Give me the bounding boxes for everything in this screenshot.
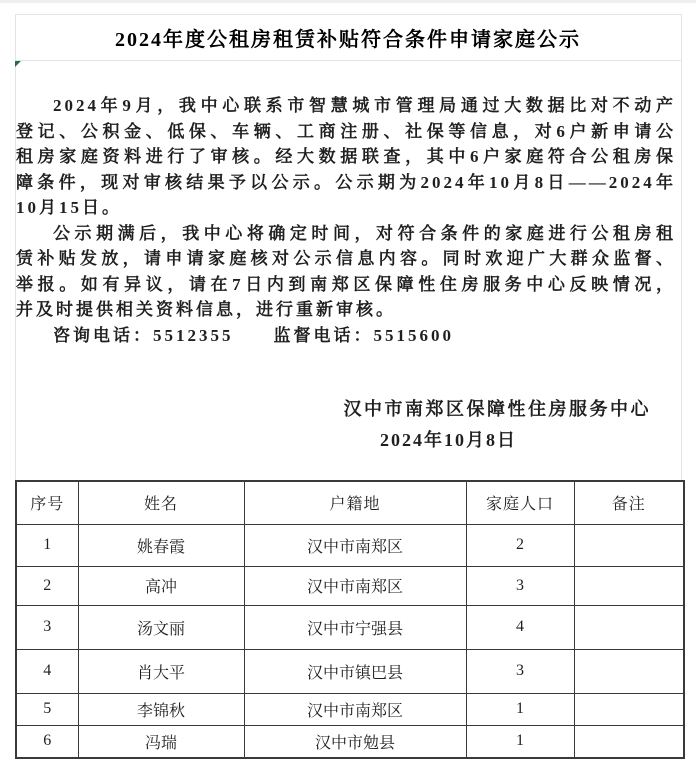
cell-registry: 汉中市南郑区 [244, 566, 466, 605]
cell-population: 3 [466, 649, 574, 693]
body-line: 举报。如有异议，请在7日内到南郑区保障性住房服务中心反映情况， [16, 274, 676, 294]
cell-registry: 汉中市南郑区 [244, 524, 466, 566]
body-line: 公示期满后，我中心将确定时间，对符合条件的家庭进行公租房租 [53, 223, 676, 243]
phone-line: 咨询电话：5512355 监督电话：5515600 [53, 325, 454, 345]
table-row [16, 725, 684, 758]
body-line: 租房家庭资料进行了审核。经大数据联查，其中6户家庭符合公租房保 [16, 147, 676, 166]
cell-name: 姚春霞 [78, 524, 244, 566]
cell-name: 李锦秋 [78, 693, 244, 725]
body-line: 登记、公积金、低保、车辆、工商注册、社保等信息，对6户新申请公 [16, 121, 676, 141]
cell-remark [574, 605, 684, 649]
cell-seq: 1 [16, 524, 78, 566]
table-header-row [16, 481, 684, 524]
cell-registry: 汉中市宁强县 [244, 605, 466, 649]
signature-org: 汉中市南郑区保障性住房服务中心 [343, 399, 651, 419]
cell-population: 1 [466, 693, 574, 725]
col-header-remark: 备注 [574, 481, 684, 524]
cell-remark [574, 649, 684, 693]
table-row [16, 649, 684, 693]
cell-name: 肖大平 [78, 649, 244, 693]
cell-name: 汤文丽 [78, 605, 244, 649]
cell-name: 冯瑞 [78, 725, 244, 758]
cell-seq: 4 [16, 649, 78, 693]
cell-remark [574, 566, 684, 605]
cell-population: 3 [466, 566, 574, 605]
col-header-registry: 户籍地 [244, 481, 466, 524]
cell-remark [574, 693, 684, 725]
table-row [16, 693, 684, 725]
cell-error-flag-icon [15, 61, 21, 67]
col-header-seq: 序号 [16, 481, 78, 524]
cell-seq: 3 [16, 605, 78, 649]
cell-registry: 汉中市勉县 [244, 725, 466, 758]
body-line: 2024年9月，我中心联系市智慧城市管理局通过大数据比对不动产 [53, 96, 676, 115]
cell-registry: 汉中市南郑区 [244, 693, 466, 725]
table-row [16, 605, 684, 649]
body-line: 赁补贴发放，请申请家庭核对公示信息内容。同时欢迎广大群众监督、 [16, 249, 676, 268]
body-line: 障条件，现对审核结果予以公示。公示期为2024年10月8日——2024年 [16, 172, 676, 192]
cell-seq: 6 [16, 725, 78, 758]
gridline-title-bottom [15, 60, 682, 61]
page-title: 2024年度公租房租赁补贴符合条件申请家庭公示 [115, 28, 581, 51]
signature-block [15, 395, 681, 452]
body-line: 10月15日。 [16, 198, 122, 217]
title-row [15, 14, 681, 60]
cell-name: 高冲 [78, 566, 244, 605]
window-top-edge [0, 0, 696, 3]
cell-seq: 2 [16, 566, 78, 605]
gridline-right [681, 14, 682, 480]
cell-remark [574, 524, 684, 566]
cell-population: 2 [466, 524, 574, 566]
body-line: 并及时提供相关资料信息，进行重新审核。 [16, 300, 396, 319]
notice-body [16, 93, 676, 348]
cell-registry: 汉中市镇巴县 [244, 649, 466, 693]
table-row [16, 524, 684, 566]
applicants-table [15, 480, 685, 759]
cell-remark [574, 725, 684, 758]
cell-population: 1 [466, 725, 574, 758]
col-header-population: 家庭人口 [466, 481, 574, 524]
cell-population: 4 [466, 605, 574, 649]
cell-seq: 5 [16, 693, 78, 725]
col-header-name: 姓名 [78, 481, 244, 524]
signature-date: 2024年10月8日 [380, 430, 517, 450]
table-row [16, 566, 684, 605]
